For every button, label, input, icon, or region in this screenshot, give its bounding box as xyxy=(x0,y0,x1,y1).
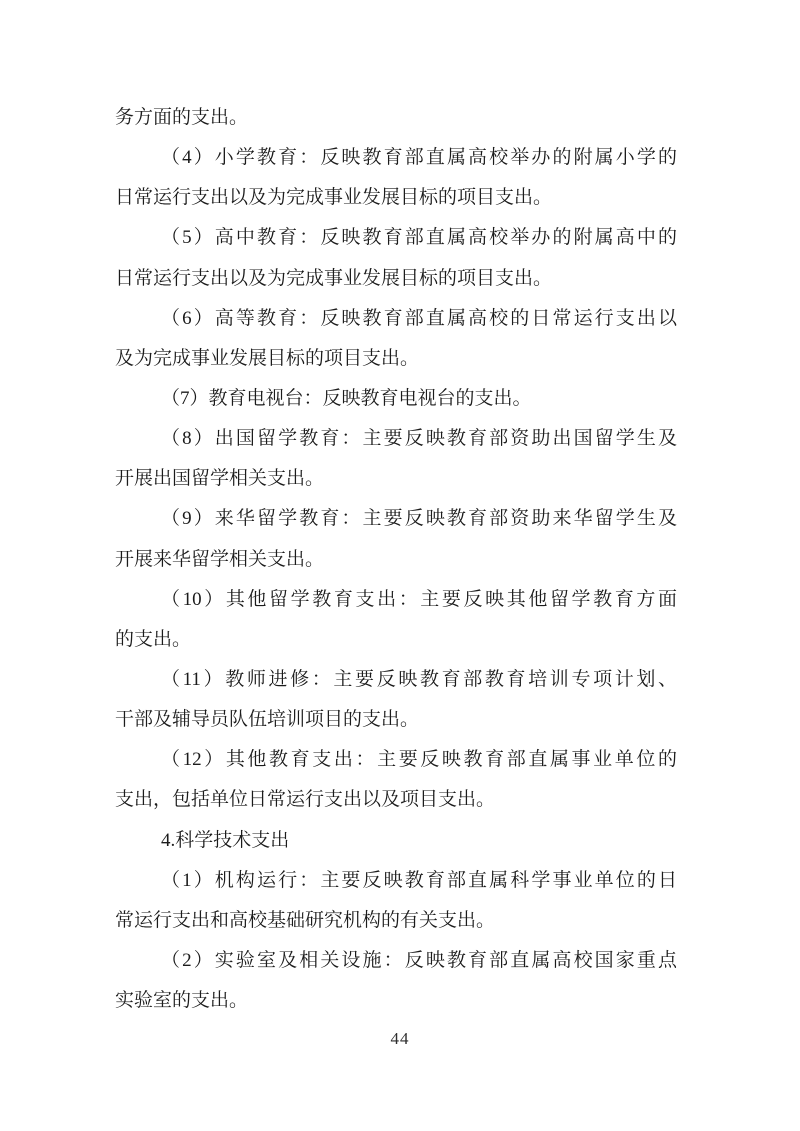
text-line: （6）高等教育：反映教育部直属高校的日常运行支出以 xyxy=(161,307,677,329)
text-line: 干部及辅导员队伍培训项目的支出。 xyxy=(115,709,420,731)
text-line: （9）来华留学教育：主要反映教育部资助来华留学生及 xyxy=(161,508,677,530)
text-line: 日常运行支出以及为完成事业发展目标的项目支出。 xyxy=(115,187,553,209)
text-block xyxy=(115,98,677,1021)
text-line: 务方面的支出。 xyxy=(115,107,249,128)
text-line: （12）其他教育支出：主要反映教育部直属事业单位的 xyxy=(161,749,677,771)
text-line: （10）其他留学教育支出：主要反映其他留学教育方面 xyxy=(161,588,677,610)
text-line: （2）实验室及相关设施：反映教育部直属高校国家重点 xyxy=(161,949,677,971)
text-line: 4.科学技术支出 xyxy=(161,829,290,851)
text-line: （1）机构运行：主要反映教育部直属科学事业单位的日 xyxy=(161,869,677,891)
text-line: （8）出国留学教育：主要反映教育部资助出国留学生及 xyxy=(161,428,677,450)
text-line: 及为完成事业发展目标的项目支出。 xyxy=(115,347,420,369)
text-line: 常运行支出和高校基础研究机构的有关支出。 xyxy=(115,909,496,931)
text-line: 开展出国留学相关支出。 xyxy=(115,468,325,490)
text-line: 开展来华留学相关支出。 xyxy=(115,548,325,570)
text-line: 支出，包括单位日常运行支出以及项目支出。 xyxy=(115,789,496,811)
text-line: 日常运行支出以及为完成事业发展目标的项目支出。 xyxy=(115,267,553,289)
text-line: （7）教育电视台：反映教育电视台的支出。 xyxy=(161,387,532,409)
text-line: 的支出。 xyxy=(115,628,192,650)
page-number: 44 xyxy=(390,1029,410,1048)
page-footer xyxy=(0,1029,800,1049)
text-line: （11）教师进修：主要反映教育部教育培训专项计划、 xyxy=(161,668,677,690)
text-line: （5）高中教育：反映教育部直属高校举办的附属高中的 xyxy=(161,227,677,249)
text-line: 实验室的支出。 xyxy=(115,990,249,1012)
text-line: （4）小学教育：反映教育部直属高校举办的附属小学的 xyxy=(161,147,677,169)
